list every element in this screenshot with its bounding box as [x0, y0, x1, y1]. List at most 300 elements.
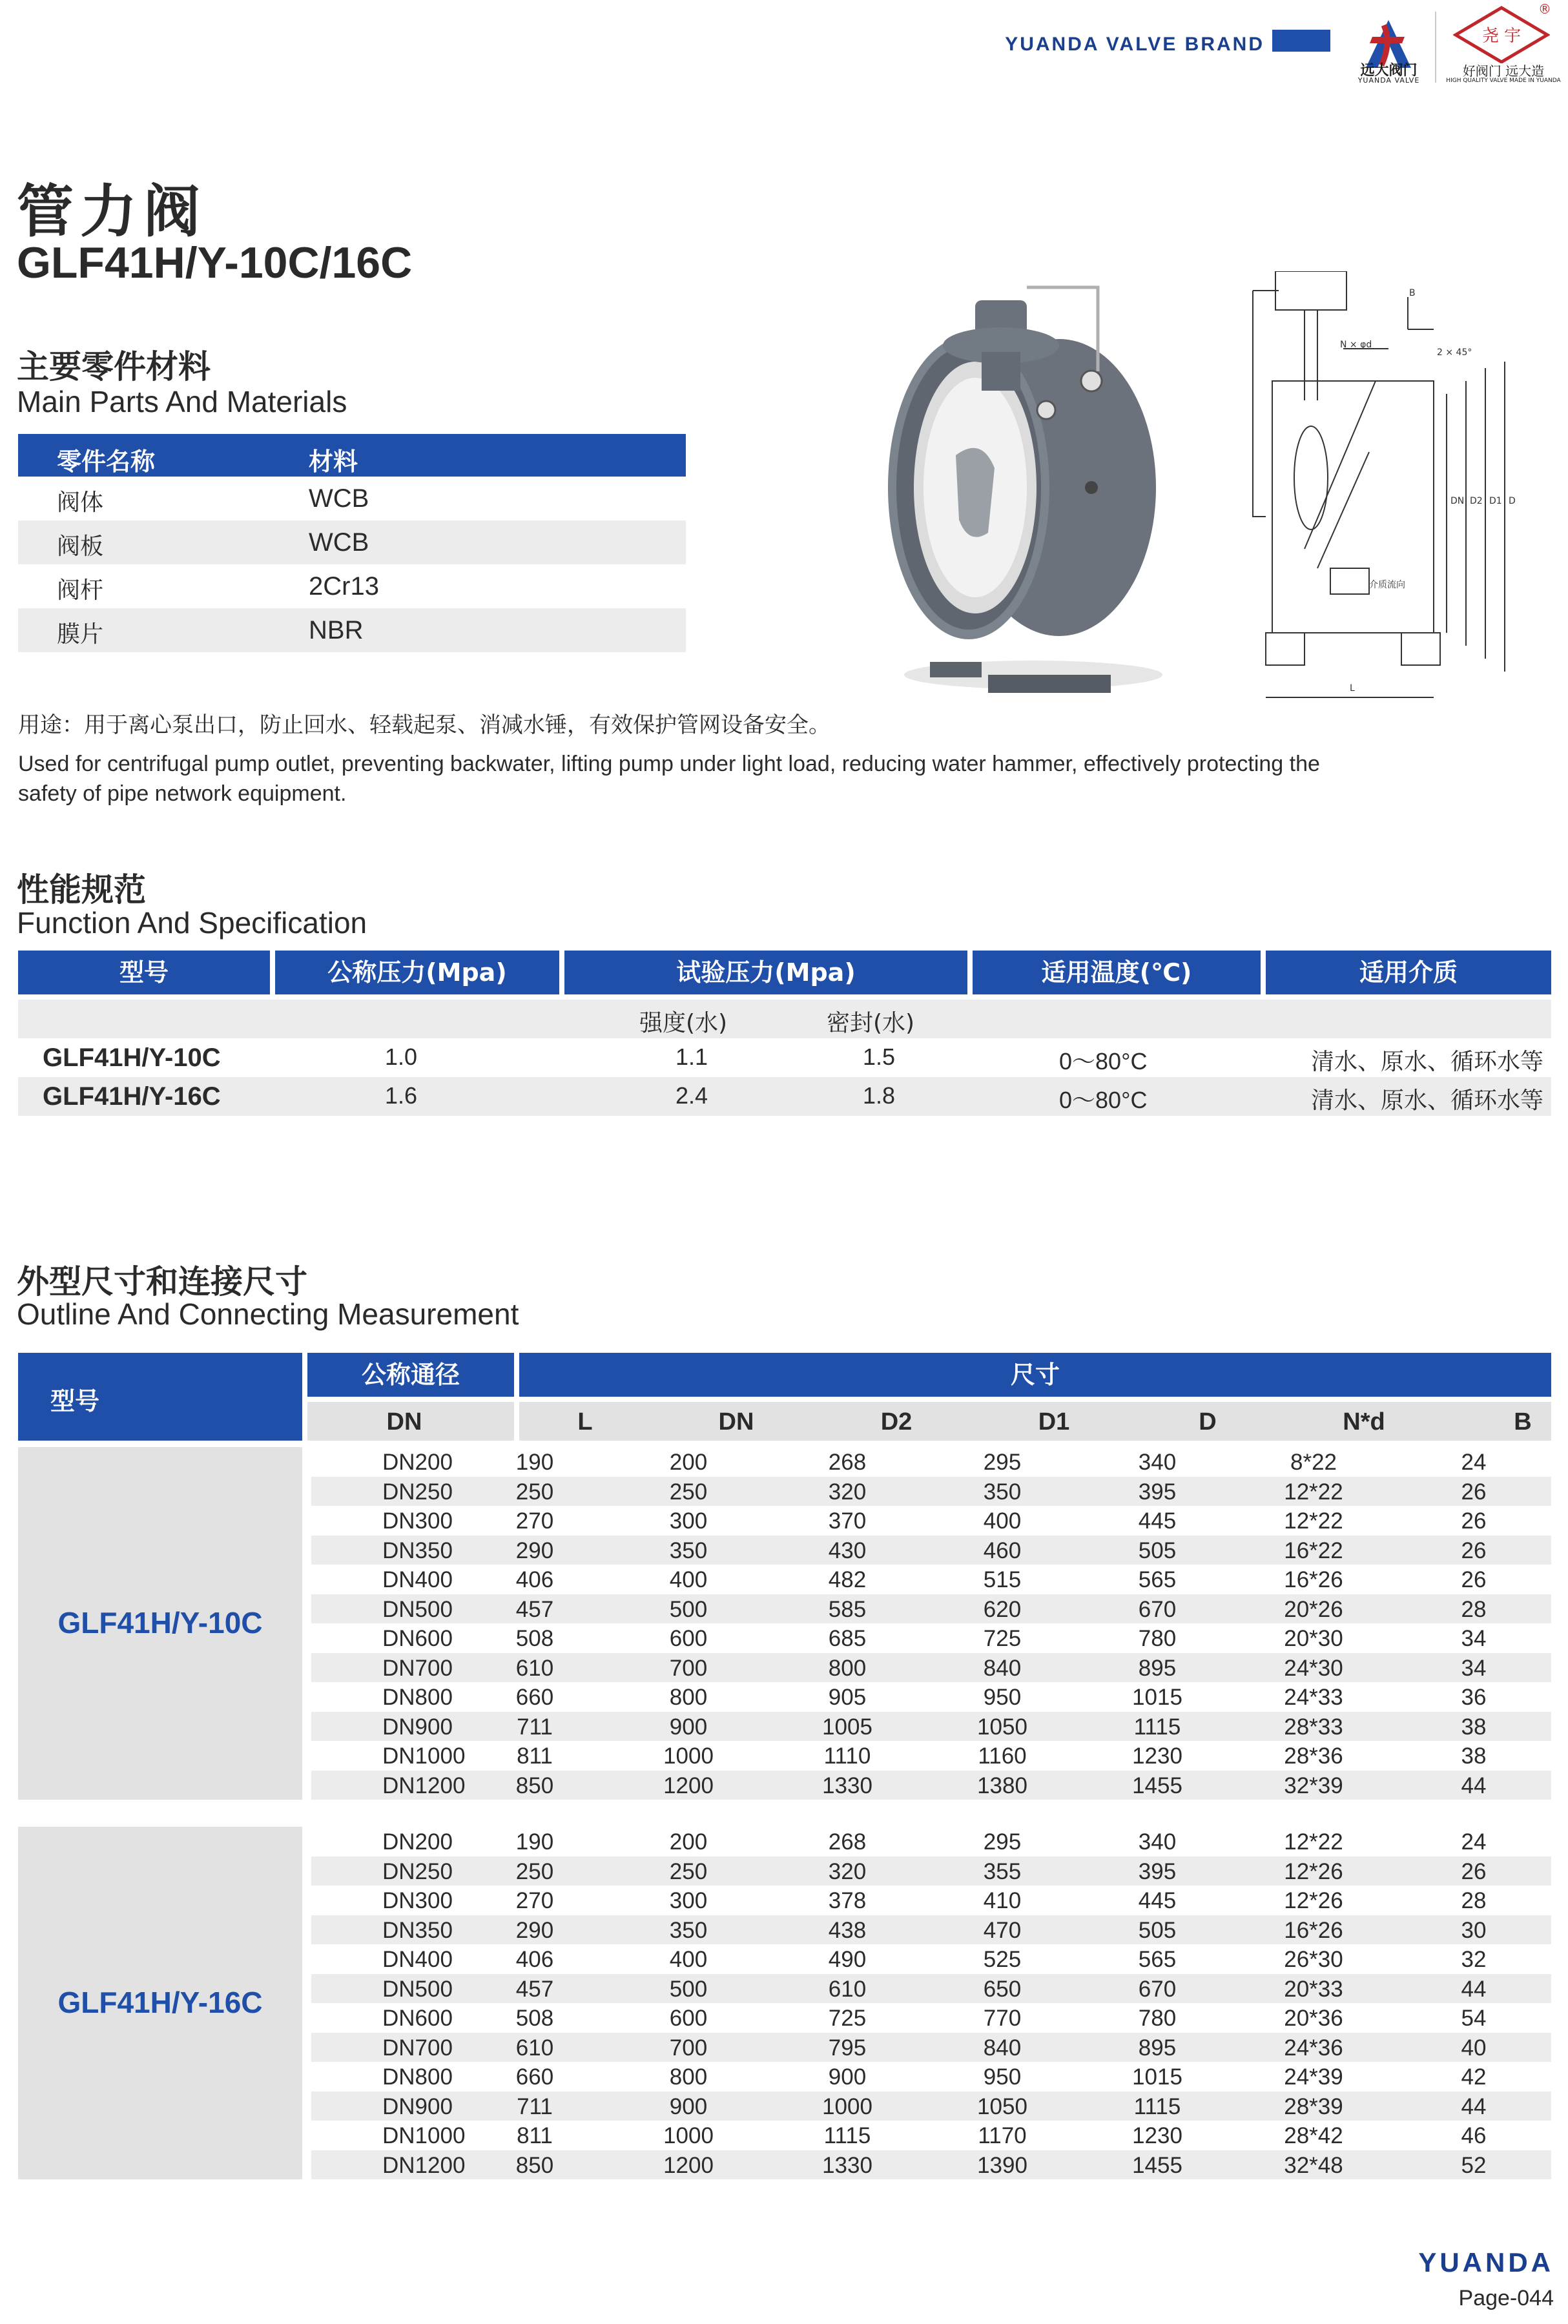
table-cell: DN700	[382, 2035, 453, 2061]
spec-medium: 清水、原水、循环水等	[1311, 1087, 1544, 1114]
table-row	[311, 1682, 1551, 1712]
table-row	[311, 1653, 1551, 1683]
table-row	[311, 1827, 1551, 1856]
table-cell: 482	[828, 1567, 867, 1592]
table-cell: 32*39	[1284, 1773, 1343, 1798]
spec-table	[18, 951, 1551, 1117]
table-cell: 585	[828, 1596, 867, 1622]
table-cell: 24*30	[1284, 1655, 1343, 1681]
table-cell: DN300	[382, 1888, 453, 1913]
product-model-title: GLF41H/Y-10C/16C	[17, 238, 413, 287]
table-cell: 32*48	[1284, 2152, 1343, 2178]
table-cell: 610	[515, 2035, 554, 2061]
table-cell: 24*39	[1284, 2064, 1343, 2090]
table-cell: DN800	[382, 1685, 453, 1710]
materials-heading-cn: 主要零件材料	[17, 348, 211, 386]
table-cell: 1015	[1132, 1685, 1182, 1710]
table-cell: DN400	[382, 1567, 453, 1592]
table-cell: 12*22	[1284, 1508, 1343, 1534]
table-cell: 28*39	[1284, 2093, 1343, 2119]
table-cell: 8*22	[1290, 1450, 1337, 1475]
table-cell: 460	[983, 1537, 1022, 1563]
table-cell: 24	[1461, 1450, 1487, 1475]
table-cell: 30	[1461, 1917, 1487, 1943]
table-cell: DN1200	[382, 1773, 466, 1798]
table-cell: 600	[669, 1626, 708, 1651]
table-cell: 406	[515, 1567, 554, 1592]
group-model-name: GLF41H/Y-16C	[57, 1986, 263, 2019]
colhdr-b: B	[1514, 1408, 1532, 1435]
table-row	[311, 1856, 1551, 1886]
drawing-label-flow: 介质流向	[1369, 580, 1405, 590]
part-name: 阀板	[57, 533, 104, 560]
table-cell: 950	[983, 2064, 1022, 2090]
table-cell: 725	[983, 1626, 1022, 1651]
table-cell: 20*36	[1284, 2006, 1343, 2031]
table-cell: 700	[669, 2035, 708, 2061]
table-row	[311, 1447, 1551, 1477]
table-cell: 350	[669, 1917, 708, 1943]
table-cell: 290	[515, 1537, 554, 1563]
table-cell: 400	[669, 1567, 708, 1592]
materials-row	[18, 564, 686, 608]
table-cell: DN400	[382, 1947, 453, 1972]
table-cell: 850	[515, 1773, 554, 1798]
valve-drawing	[1214, 271, 1531, 710]
table-cell: 1200	[663, 2152, 714, 2178]
group-model-name: GLF41H/Y-10C	[57, 1606, 263, 1640]
table-cell: 20*26	[1284, 1596, 1343, 1622]
spec-sub-strength: 强度(水)	[639, 1010, 728, 1036]
spec-model: GLF41H/Y-16C	[43, 1082, 221, 1111]
outline-model-label: 型号	[50, 1387, 100, 1415]
logo-divider	[1435, 12, 1436, 83]
spec-col-medium: 适用介质	[1266, 951, 1551, 994]
table-cell: DN250	[382, 1858, 453, 1884]
table-cell: 620	[983, 1596, 1022, 1622]
table-cell: 565	[1138, 1567, 1177, 1592]
spec-temp: 0～80°C	[1059, 1087, 1148, 1113]
table-cell: 38	[1461, 1714, 1487, 1740]
table-cell: DN500	[382, 1976, 453, 2002]
table-cell: DN250	[382, 1479, 453, 1505]
table-cell: 445	[1138, 1508, 1177, 1534]
table-cell: 54	[1461, 2006, 1487, 2031]
table-row	[311, 1594, 1551, 1624]
table-cell: 26	[1461, 1537, 1487, 1563]
table-cell: 400	[669, 1947, 708, 1972]
table-cell: 1330	[822, 1773, 872, 1798]
table-cell: DN1200	[382, 2152, 466, 2178]
spec-sub-seal: 密封(水)	[827, 1010, 915, 1036]
spec-heading-en: Function And Specification	[17, 906, 367, 940]
table-cell: 24	[1461, 1829, 1487, 1855]
table-cell: 12*22	[1284, 1829, 1343, 1855]
table-cell: 1230	[1132, 2123, 1182, 2148]
logo2-text: 好阀门 远大造	[1462, 63, 1545, 79]
table-cell: DN1000	[382, 1743, 466, 1769]
spec-col-pn: 公称压力(Mpa)	[275, 951, 559, 994]
table-cell: 26	[1461, 1479, 1487, 1505]
table-cell: 26	[1461, 1508, 1487, 1534]
table-cell: 457	[515, 1976, 554, 2002]
drawing-label-d1: D1	[1489, 496, 1502, 506]
drawing-label-b: B	[1409, 288, 1416, 298]
table-cell: 34	[1461, 1626, 1487, 1651]
table-cell: 770	[983, 2006, 1022, 2031]
table-cell: 268	[828, 1829, 867, 1855]
table-cell: 508	[515, 2006, 554, 2031]
table-cell: DN900	[382, 2093, 453, 2119]
table-cell: 28	[1461, 1888, 1487, 1913]
table-cell: 1050	[977, 1714, 1027, 1740]
table-cell: 28	[1461, 1596, 1487, 1622]
table-row	[311, 1771, 1551, 1800]
table-cell: 500	[669, 1596, 708, 1622]
table-row	[311, 1741, 1551, 1771]
colhdr-d: D	[1199, 1408, 1217, 1435]
table-cell: 430	[828, 1537, 867, 1563]
table-row	[311, 1565, 1551, 1594]
valve-photo	[885, 274, 1182, 701]
table-cell: 1115	[1133, 2093, 1181, 2119]
table-cell: 840	[983, 2035, 1022, 2061]
table-cell: 711	[517, 2093, 553, 2119]
table-cell: DN200	[382, 1829, 453, 1855]
table-cell: DN700	[382, 1655, 453, 1681]
table-row	[311, 2003, 1551, 2033]
table-cell: 52	[1461, 2152, 1487, 2178]
table-cell: 800	[669, 1685, 708, 1710]
colhdr-dn: DN	[718, 1408, 754, 1435]
outline-heading-cn: 外型尺寸和连接尺寸	[17, 1263, 307, 1301]
table-cell: 895	[1138, 1655, 1177, 1681]
table-cell: 20*30	[1284, 1626, 1343, 1651]
table-cell: 406	[515, 1947, 554, 1972]
spec-subheader-row	[18, 1000, 1551, 1038]
table-cell: 250	[669, 1858, 708, 1884]
table-row	[311, 2062, 1551, 2092]
table-cell: 12*26	[1284, 1888, 1343, 1913]
table-cell: 1110	[823, 1743, 871, 1769]
registered-mark: ®	[1538, 1, 1551, 17]
brand-text: YUANDA VALVE BRAND	[1005, 34, 1264, 55]
table-cell: DN600	[382, 2006, 453, 2031]
table-cell: 200	[669, 1829, 708, 1855]
table-cell: 28*36	[1284, 1743, 1343, 1769]
table-cell: 1050	[977, 2093, 1027, 2119]
outline-col-nominal: 公称通径	[307, 1353, 514, 1397]
table-cell: 525	[983, 1947, 1022, 1972]
table-cell: 445	[1138, 1888, 1177, 1913]
table-cell: DN600	[382, 1626, 453, 1651]
table-cell: 200	[669, 1450, 708, 1475]
table-cell: 780	[1138, 1626, 1177, 1651]
table-cell: 900	[669, 1714, 708, 1740]
table-cell: 795	[828, 2035, 867, 2061]
table-cell: 811	[517, 2123, 553, 2148]
table-cell: 500	[669, 1976, 708, 2002]
table-row	[311, 1506, 1551, 1536]
table-cell: 340	[1138, 1829, 1177, 1855]
materials-table	[18, 434, 686, 652]
drawing-label-l: L	[1350, 683, 1355, 694]
logo1-text: 远大阀门	[1360, 63, 1418, 79]
table-cell: 670	[1138, 1976, 1177, 2002]
spec-pn: 1.6	[385, 1082, 418, 1109]
table-cell: 12*26	[1284, 1858, 1343, 1884]
table-cell: 1000	[822, 2093, 872, 2119]
table-cell: 900	[828, 2064, 867, 2090]
table-cell: 1380	[977, 1773, 1027, 1798]
spec-strength: 1.1	[676, 1044, 708, 1070]
table-cell: 438	[828, 1917, 867, 1943]
material-value: NBR	[309, 616, 364, 644]
product-title-cn: 管力阀	[17, 178, 207, 245]
table-cell: DN200	[382, 1450, 453, 1475]
table-cell: 268	[828, 1450, 867, 1475]
spec-strength: 2.4	[676, 1082, 708, 1109]
table-cell: DN300	[382, 1508, 453, 1534]
table-cell: 1005	[822, 1714, 872, 1740]
table-cell: 395	[1138, 1858, 1177, 1884]
table-cell: 780	[1138, 2006, 1177, 2031]
table-cell: 350	[983, 1479, 1022, 1505]
table-cell: 610	[828, 1976, 867, 2002]
table-cell: 800	[669, 2064, 708, 2090]
table-cell: 850	[515, 2152, 554, 2178]
table-cell: 670	[1138, 1596, 1177, 1622]
table-cell: 38	[1461, 1743, 1487, 1769]
table-cell: 378	[828, 1888, 867, 1913]
table-cell: 24*36	[1284, 2035, 1343, 2061]
table-row	[311, 1712, 1551, 1742]
table-cell: 1455	[1132, 2152, 1182, 2178]
table-cell: 340	[1138, 1450, 1177, 1475]
table-cell: 28*33	[1284, 1714, 1343, 1740]
materials-row	[18, 520, 686, 564]
table-cell: DN350	[382, 1917, 453, 1943]
table-cell: 905	[828, 1685, 867, 1710]
table-cell: 355	[983, 1858, 1022, 1884]
colhdr-l: L	[577, 1408, 593, 1435]
table-cell: 840	[983, 1655, 1022, 1681]
materials-row	[18, 608, 686, 652]
table-row	[311, 1477, 1551, 1506]
table-cell: 1455	[1132, 1773, 1182, 1798]
table-cell: 16*22	[1284, 1537, 1343, 1563]
usage-text-cn: 用途：用于离心泵出口，防止回水、轻载起泵、消减水锤，有效保护管网设备安全。	[18, 712, 830, 738]
outline-heading-en: Outline And Connecting Measurement	[17, 1297, 519, 1331]
spec-row	[18, 1038, 1551, 1077]
table-cell: 290	[515, 1917, 554, 1943]
part-name: 阀杆	[57, 577, 104, 604]
table-cell: 1000	[663, 2123, 714, 2148]
table-cell: 20*33	[1284, 1976, 1343, 2002]
table-cell: 270	[515, 1888, 554, 1913]
seal-logo-text: 尧 宇	[1481, 26, 1522, 46]
part-name: 膜片	[57, 621, 104, 648]
table-cell: 470	[983, 1917, 1022, 1943]
footer-brand: YUANDA	[1418, 2247, 1554, 2278]
table-cell: 28*42	[1284, 2123, 1343, 2148]
table-row	[311, 2092, 1551, 2121]
drawing-label-d: D	[1509, 496, 1516, 506]
table-cell: 700	[669, 1655, 708, 1681]
drawing-label-nd: N × φd	[1340, 340, 1372, 350]
logo1-subtext: YUANDA VALVE	[1357, 76, 1420, 85]
table-cell: 508	[515, 1626, 554, 1651]
materials-header-row	[18, 434, 686, 477]
spec-seal: 1.8	[863, 1082, 896, 1109]
drawing-label-d2: D2	[1470, 496, 1483, 506]
table-cell: 250	[515, 1479, 554, 1505]
table-cell: 950	[983, 1685, 1022, 1710]
table-cell: 1015	[1132, 2064, 1182, 2090]
colhdr-d1: D1	[1038, 1408, 1070, 1435]
materials-row	[18, 477, 686, 520]
table-cell: DN800	[382, 2064, 453, 2090]
table-cell: DN900	[382, 1714, 453, 1740]
table-cell: 250	[515, 1858, 554, 1884]
spec-pn: 1.0	[385, 1044, 418, 1070]
table-cell: 505	[1138, 1537, 1177, 1563]
table-row	[311, 1944, 1551, 1974]
spec-heading-cn: 性能规范	[17, 871, 146, 909]
table-cell: 895	[1138, 2035, 1177, 2061]
material-value: WCB	[309, 528, 369, 557]
table-cell: 44	[1461, 1773, 1487, 1798]
table-cell: 900	[669, 2093, 708, 2119]
table-cell: 26	[1461, 1858, 1487, 1884]
seal-logo-icon	[1453, 5, 1550, 63]
colhdr-nd: N*d	[1343, 1408, 1385, 1435]
spec-col-test: 试验压力(Mpa)	[564, 951, 967, 994]
table-cell: 16*26	[1284, 1567, 1343, 1592]
spec-temp: 0～80°C	[1059, 1048, 1148, 1075]
table-cell: 660	[515, 2064, 554, 2090]
table-cell: 350	[669, 1537, 708, 1563]
table-cell: 190	[515, 1450, 554, 1475]
table-cell: 36	[1461, 1685, 1487, 1710]
table-cell: 685	[828, 1626, 867, 1651]
table-cell: 505	[1138, 1917, 1177, 1943]
table-cell: 1330	[822, 2152, 872, 2178]
table-cell: 1115	[823, 2123, 871, 2148]
table-cell: 26	[1461, 1567, 1487, 1592]
brand-bar	[1272, 30, 1330, 52]
table-row	[311, 1974, 1551, 2004]
table-cell: 370	[828, 1508, 867, 1534]
table-cell: 660	[515, 1685, 554, 1710]
table-cell: 1000	[663, 1743, 714, 1769]
colhdr-dn-nominal: DN	[386, 1408, 422, 1435]
drawing-label-dn: DN	[1450, 496, 1465, 506]
col-part-name: 零件名称	[57, 447, 156, 476]
outline-table	[18, 1353, 1551, 2186]
part-name: 阀体	[57, 489, 104, 516]
table-cell: 320	[828, 1858, 867, 1884]
spec-row	[18, 1077, 1551, 1116]
logo2-subtext: HIGH QUALITY VALVE MADE IN YUANDA	[1446, 77, 1561, 84]
table-cell: 320	[828, 1479, 867, 1505]
drawing-label-chamfer: 2 × 45°	[1437, 347, 1472, 358]
material-value: WCB	[309, 484, 369, 513]
table-row	[311, 2150, 1551, 2180]
table-cell: 46	[1461, 2123, 1487, 2148]
table-cell: 250	[669, 1479, 708, 1505]
spec-model: GLF41H/Y-10C	[43, 1044, 221, 1072]
table-row	[311, 1623, 1551, 1653]
table-cell: 32	[1461, 1947, 1487, 1972]
table-cell: 1115	[1133, 1714, 1181, 1740]
table-cell: 725	[828, 2006, 867, 2031]
table-cell: 295	[983, 1829, 1022, 1855]
table-cell: 650	[983, 1976, 1022, 2002]
table-row	[311, 1536, 1551, 1565]
table-cell: 410	[983, 1888, 1022, 1913]
material-value: 2Cr13	[309, 572, 379, 601]
table-cell: 711	[517, 1714, 553, 1740]
spec-col-model: 型号	[18, 951, 270, 994]
table-cell: 24*33	[1284, 1685, 1343, 1710]
table-cell: 600	[669, 2006, 708, 2031]
spec-medium: 清水、原水、循环水等	[1311, 1049, 1544, 1075]
table-cell: 295	[983, 1450, 1022, 1475]
table-cell: 16*26	[1284, 1917, 1343, 1943]
usage-text-en: Used for centrifugal pump outlet, preventing backwater, lifting pump under light load, reducing water hammer, effectively protecting the safety of pipe network equipment.	[18, 752, 1320, 806]
table-cell: 610	[515, 1655, 554, 1681]
table-cell: 800	[828, 1655, 867, 1681]
spec-seal: 1.5	[863, 1044, 896, 1070]
table-row	[311, 1886, 1551, 1915]
materials-heading-en: Main Parts And Materials	[17, 385, 347, 418]
table-cell: 44	[1461, 1976, 1487, 2002]
col-material: 材料	[309, 447, 358, 476]
table-cell: 190	[515, 1829, 554, 1855]
table-cell: 1160	[978, 1743, 1027, 1769]
table-cell: 44	[1461, 2093, 1487, 2119]
outline-col-model	[18, 1353, 302, 1441]
table-cell: DN350	[382, 1537, 453, 1563]
table-cell: 270	[515, 1508, 554, 1534]
table-cell: 565	[1138, 1947, 1177, 1972]
outline-col-dims: 尺寸	[519, 1353, 1551, 1397]
table-cell: 457	[515, 1596, 554, 1622]
table-cell: 40	[1461, 2035, 1487, 2061]
table-cell: 1230	[1132, 1743, 1182, 1769]
table-cell: 395	[1138, 1479, 1177, 1505]
table-cell: 1390	[977, 2152, 1027, 2178]
page-number: Page-044	[1458, 2286, 1554, 2310]
table-cell: 490	[828, 1947, 867, 1972]
table-cell: 1170	[978, 2123, 1027, 2148]
table-row	[311, 1915, 1551, 1945]
table-cell: 34	[1461, 1655, 1487, 1681]
table-cell: 400	[983, 1508, 1022, 1534]
table-cell: 515	[983, 1567, 1022, 1592]
table-cell: 300	[669, 1888, 708, 1913]
table-cell: 300	[669, 1508, 708, 1534]
table-cell: 42	[1461, 2064, 1487, 2090]
table-row	[311, 2121, 1551, 2150]
colhdr-d2: D2	[880, 1408, 913, 1435]
table-cell: DN500	[382, 1596, 453, 1622]
spec-col-temp: 适用温度(℃)	[973, 951, 1261, 994]
table-cell: 12*22	[1284, 1479, 1343, 1505]
table-cell: 811	[517, 1743, 553, 1769]
table-cell: DN1000	[382, 2123, 466, 2148]
